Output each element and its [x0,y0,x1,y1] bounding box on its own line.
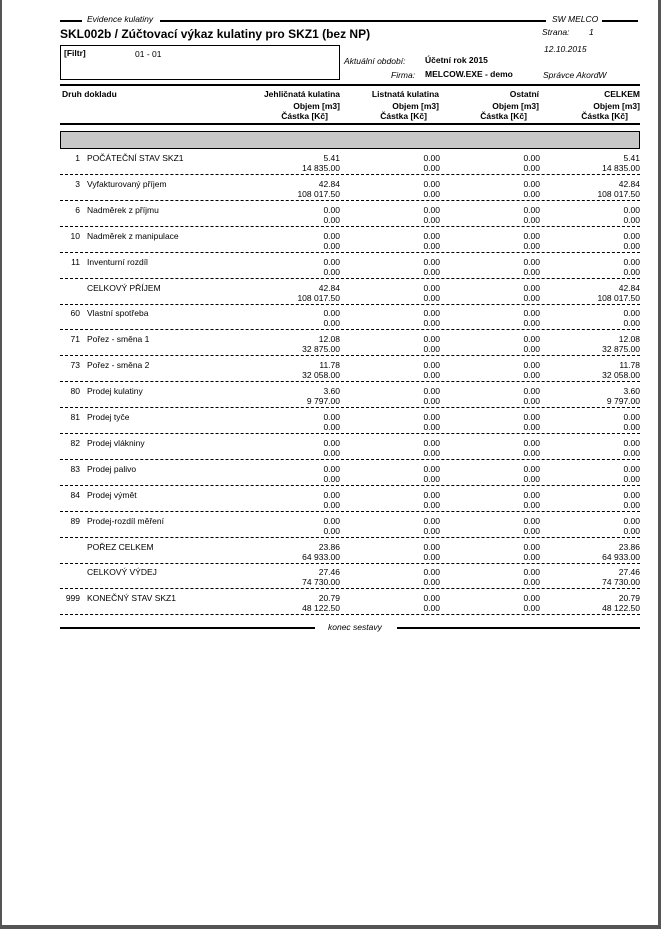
column-conifer: Jehličnatá kulatina [263,89,340,99]
cell-amount: 0.00 [523,473,540,484]
cell-amount: 0.00 [523,318,540,329]
footer-rule-left [60,627,315,629]
column-header-top-rule [60,84,640,86]
cell-volume: 0.00 [423,153,440,163]
header-rule-middle [160,20,546,22]
cell-amount: 0.00 [523,214,540,225]
row-code: 1 [75,153,80,163]
cell-amount: 14 835.00 [602,163,640,173]
cell-volume: 0.00 [523,437,540,448]
cell-volume: 0.00 [523,386,540,397]
cell-amount: 0.00 [623,447,640,458]
cell-amount: 74 730.00 [602,577,640,588]
cell-volume: 0.00 [423,489,440,500]
cell-volume: 0.00 [423,282,440,293]
cell-volume: 11.78 [319,360,340,371]
cell-amount: 108 017.50 [297,188,340,199]
cell-volume: 0.00 [523,178,540,189]
module-name: Evidence kulatiny [87,14,154,24]
cell-volume: 5.41 [623,153,640,163]
cell-amount: 0.00 [423,344,440,355]
cell-amount: 0.00 [523,163,540,173]
cell-volume: 0.00 [523,515,540,526]
row-code: 81 [70,412,80,422]
row-code: 83 [70,463,80,474]
page-number: 1 [589,27,594,37]
cell-amount: 0.00 [523,240,540,251]
row-label: Inventurní rozdíl [87,256,148,267]
row-label: Prodej tyče [87,412,130,422]
admin-name: Správce AkordW [543,70,607,80]
firm-label: Firma: [391,70,416,80]
cell-amount: 0.00 [523,603,540,614]
cell-amount: 0.00 [423,499,440,510]
cell-volume: 23.86 [318,541,340,552]
cell-amount: 0.00 [523,525,540,536]
row-code: 84 [70,489,80,500]
cell-amount: 0.00 [423,447,440,458]
cell-amount: 48 122.50 [302,603,340,614]
cell-volume: 42.84 [618,282,640,293]
cell-amount: 0.00 [323,214,340,225]
cell-volume: 0.00 [523,256,540,267]
row-separator [60,407,640,408]
cell-amount: 74 730.00 [302,577,340,588]
row-separator [60,174,640,175]
row-code: 11 [71,256,80,267]
cell-volume: 0.00 [423,230,440,241]
cell-amount: 0.00 [423,525,440,536]
cell-volume: 12.08 [618,334,640,345]
cell-amount: 14 835.00 [302,163,340,173]
cell-volume: 0.00 [323,515,340,526]
column-total-volume: Objem [m3] [593,101,640,111]
row-separator [60,226,640,227]
cell-amount: 0.00 [423,396,440,407]
cell-volume: 20.79 [618,593,640,604]
filter-label: [Filtr] [64,48,86,58]
cell-amount: 0.00 [523,577,540,588]
row-separator [60,355,640,356]
report-date: 12.10.2015 [544,44,587,54]
cell-volume: 0.00 [423,463,440,474]
column-other: Ostatní [509,89,539,99]
row-code: 3 [75,178,80,189]
row-label: Prodej kulatiny [87,386,143,397]
cell-amount: 0.00 [623,473,640,484]
cell-amount: 0.00 [323,447,340,458]
row-separator [60,329,640,330]
cell-amount: 0.00 [323,525,340,536]
cell-volume: 0.00 [623,515,640,526]
cell-amount: 0.00 [423,603,440,614]
cell-amount: 0.00 [623,318,640,329]
cell-volume: 3.60 [623,386,640,397]
cell-amount: 0.00 [523,266,540,277]
cell-volume: 0.00 [423,178,440,189]
cell-volume: 42.84 [318,282,340,293]
cell-amount: 0.00 [623,422,640,432]
column-total: CELKEM [604,89,640,99]
row-separator [60,304,640,305]
cell-amount: 0.00 [623,525,640,536]
row-separator [60,588,640,589]
page-label: Strana: [542,27,570,37]
cell-amount: 0.00 [423,266,440,277]
row-label: CELKOVÝ PŘÍJEM [87,282,161,293]
row-code: 6 [75,204,80,215]
column-conifer-amount: Částka [Kč] [281,111,328,121]
cell-amount: 0.00 [523,499,540,510]
cell-volume: 0.00 [423,256,440,267]
cell-volume: 0.00 [623,204,640,215]
cell-amount: 108 017.50 [597,292,640,303]
cell-amount: 32 875.00 [302,344,340,355]
cell-amount: 0.00 [523,370,540,381]
row-label: Prodej vlákniny [87,437,145,448]
cell-volume: 0.00 [423,567,440,578]
cell-amount: 0.00 [423,577,440,588]
cell-volume: 0.00 [523,230,540,241]
row-separator [60,278,640,279]
cell-amount: 0.00 [423,292,440,303]
cell-amount: 108 017.50 [297,292,340,303]
column-total-amount: Částka [Kč] [581,111,628,121]
row-label: Prodej palivo [87,463,137,474]
cell-volume: 0.00 [623,437,640,448]
cell-volume: 0.00 [423,360,440,371]
cell-volume: 0.00 [523,412,540,422]
cell-volume: 12.08 [318,334,340,345]
cell-amount: 32 058.00 [302,370,340,381]
column-other-volume: Objem [m3] [492,101,539,111]
cell-volume: 11.78 [619,360,640,371]
row-separator [60,511,640,512]
row-label: Pořez - směna 1 [87,334,150,345]
cell-amount: 0.00 [623,214,640,225]
end-of-report: konec sestavy [328,622,382,632]
cell-volume: 0.00 [323,437,340,448]
row-separator [60,200,640,201]
column-deciduous-volume: Objem [m3] [392,101,439,111]
cell-volume: 0.00 [323,256,340,267]
cell-amount: 0.00 [623,499,640,510]
cell-volume: 0.00 [523,282,540,293]
row-code: 60 [70,308,80,319]
cell-amount: 0.00 [423,370,440,381]
group-band [60,131,640,149]
cell-volume: 3.60 [323,386,340,397]
column-other-amount: Částka [Kč] [480,111,527,121]
cell-amount: 0.00 [423,214,440,225]
row-label: Pořez - směna 2 [87,360,150,371]
cell-volume: 0.00 [523,463,540,474]
cell-amount: 0.00 [423,473,440,484]
header-rule-right [602,20,638,22]
cell-amount: 0.00 [323,422,340,432]
row-label: Vyfakturovaný příjem [87,178,167,189]
cell-amount: 0.00 [423,318,440,329]
row-label: KONEČNÝ STAV SKZ1 [87,593,176,604]
cell-volume: 0.00 [623,308,640,319]
cell-volume: 0.00 [523,541,540,552]
header-rule-left [60,20,82,22]
row-code: 73 [70,360,80,371]
row-separator [60,537,640,538]
cell-volume: 0.00 [423,593,440,604]
cell-volume: 42.84 [318,178,340,189]
cell-amount: 108 017.50 [597,188,640,199]
firm-value: MELCOW.EXE - demo [425,69,513,79]
row-label: Vlastní spotřeba [87,308,149,319]
cell-amount: 48 122.50 [602,603,640,614]
company-short: SW MELCO [552,14,599,24]
cell-volume: 0.00 [323,489,340,500]
cell-amount: 0.00 [523,292,540,303]
cell-volume: 20.79 [318,593,340,604]
filter-box [60,45,340,80]
cell-volume: 0.00 [423,308,440,319]
cell-volume: 0.00 [323,204,340,215]
cell-volume: 42.84 [618,178,640,189]
cell-amount: 0.00 [523,447,540,458]
cell-volume: 0.00 [523,153,540,163]
cell-volume: 0.00 [623,256,640,267]
cell-volume: 0.00 [623,489,640,500]
cell-amount: 0.00 [523,422,540,432]
cell-volume: 0.00 [323,308,340,319]
cell-amount: 0.00 [523,344,540,355]
cell-amount: 0.00 [423,422,440,432]
column-doc-type: Druh dokladu [62,89,117,99]
cell-amount: 0.00 [323,473,340,484]
cell-amount: 64 933.00 [302,551,340,562]
row-separator [60,381,640,382]
cell-amount: 0.00 [423,163,440,173]
cell-amount: 9 797.00 [306,396,340,407]
cell-amount: 32 875.00 [602,344,640,355]
cell-volume: 0.00 [623,230,640,241]
cell-volume: 0.00 [323,230,340,241]
cell-amount: 0.00 [323,240,340,251]
cell-volume: 0.00 [623,463,640,474]
row-separator [60,459,640,460]
cell-volume: 0.00 [423,204,440,215]
cell-volume: 0.00 [323,412,340,422]
row-code: 10 [70,230,80,241]
cell-amount: 0.00 [423,240,440,251]
cell-amount: 9 797.00 [606,396,640,407]
footer-rule-right [397,627,640,629]
row-label: POŘEZ CELKEM [87,541,154,552]
row-label: Prodej-rozdíl měření [87,515,165,526]
row-code: 999 [65,593,80,604]
cell-amount: 64 933.00 [602,551,640,562]
cell-volume: 0.00 [523,204,540,215]
cell-volume: 0.00 [523,567,540,578]
cell-amount: 0.00 [623,240,640,251]
cell-volume: 0.00 [423,437,440,448]
column-header-bottom-rule [60,123,640,125]
filter-value: 01 - 01 [135,49,162,59]
cell-volume: 0.00 [523,308,540,319]
cell-amount: 0.00 [523,188,540,199]
cell-volume: 0.00 [523,334,540,345]
row-label: Nadměrek z příjmu [87,204,159,215]
cell-amount: 0.00 [423,188,440,199]
cell-amount: 0.00 [523,551,540,562]
cell-amount: 0.00 [323,499,340,510]
cell-volume: 0.00 [423,334,440,345]
cell-volume: 0.00 [623,412,640,422]
cell-volume: 27.46 [318,567,340,578]
row-separator [60,485,640,486]
period-value: Účetní rok 2015 [425,55,488,65]
cell-volume: 0.00 [423,515,440,526]
cell-volume: 23.86 [618,541,640,552]
row-code: 82 [70,437,80,448]
cell-volume: 0.00 [523,489,540,500]
cell-amount: 0.00 [423,551,440,562]
cell-volume: 0.00 [523,593,540,604]
row-label: POČÁTEČNÍ STAV SKZ1 [87,153,184,163]
cell-amount: 0.00 [323,266,340,277]
cell-volume: 0.00 [423,386,440,397]
row-separator [60,433,640,434]
row-separator [60,252,640,253]
column-deciduous-amount: Částka [Kč] [380,111,427,121]
row-code: 80 [70,386,80,397]
cell-amount: 0.00 [623,266,640,277]
cell-volume: 0.00 [423,412,440,422]
row-separator [60,614,640,615]
cell-volume: 27.46 [618,567,640,578]
row-label: CELKOVÝ VÝDEJ [87,567,157,578]
row-separator [60,563,640,564]
report-title: SKL002b / Zúčtovací výkaz kulatiny pro SKZ1 (bez NP) [60,27,371,41]
cell-volume: 5.41 [323,153,340,163]
row-code: 71 [70,334,80,345]
cell-volume: 0.00 [323,463,340,474]
row-label: Prodej výmět [87,489,137,500]
cell-amount: 32 058.00 [602,370,640,381]
cell-volume: 0.00 [523,360,540,371]
row-label: Nadměrek z manipulace [87,230,179,241]
row-code: 89 [70,515,80,526]
column-deciduous: Listnatá kulatina [371,89,439,99]
cell-amount: 0.00 [323,318,340,329]
cell-amount: 0.00 [523,396,540,407]
period-label: Aktuální období: [344,56,406,66]
cell-volume: 0.00 [423,541,440,552]
column-conifer-volume: Objem [m3] [293,101,340,111]
